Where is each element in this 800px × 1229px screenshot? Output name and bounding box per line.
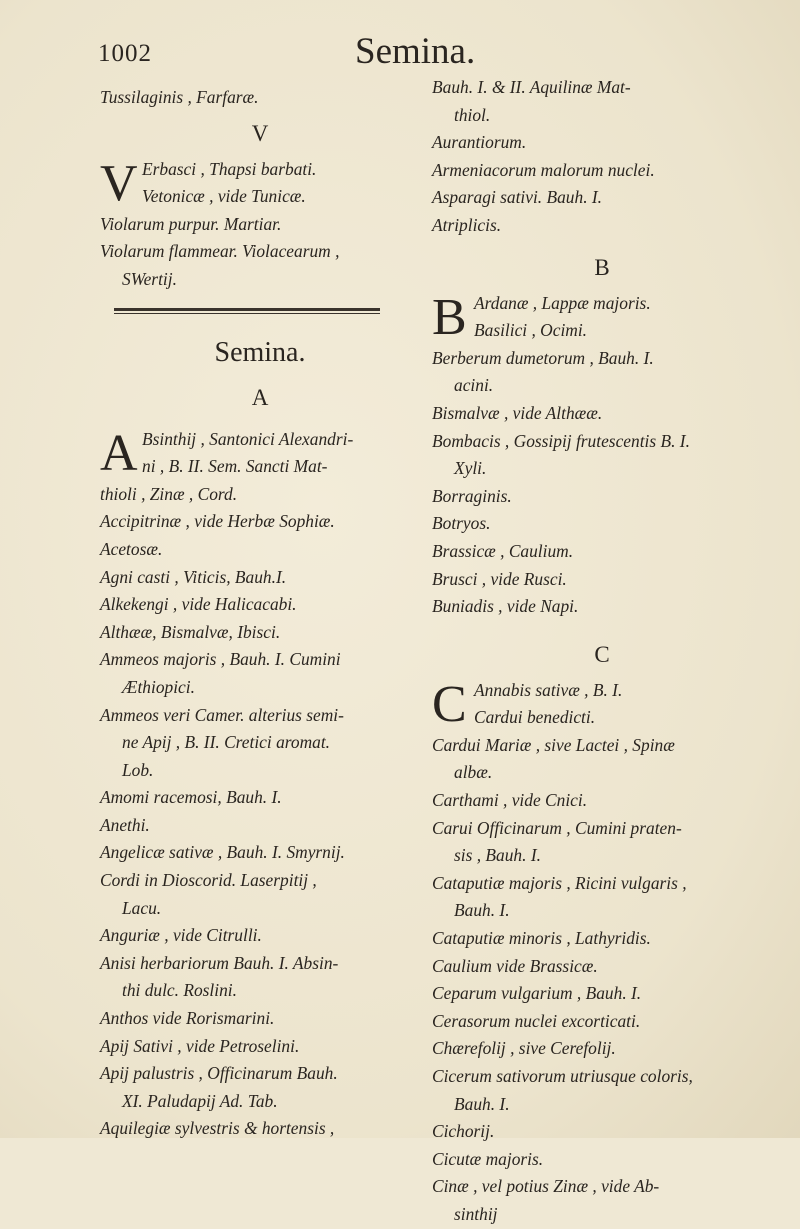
a-line-3: thioli , Zinæ , Cord. — [100, 483, 238, 504]
initial-a: A — [100, 424, 138, 482]
index-entry: Ammeos veri Camer. alterius semi- — [100, 704, 344, 725]
index-entry: Apij palustris , Officinarum Bauh. — [100, 1063, 338, 1084]
index-entry: Æthiopici. — [122, 676, 195, 697]
index-entry: Asparagi sativi. Bauh. I. — [432, 187, 603, 208]
index-entry: Carui Officinarum , Cumini praten- — [432, 817, 682, 838]
section-letter-b: B — [594, 254, 610, 280]
index-entry: Berberum dumetorum , Bauh. I. — [432, 347, 654, 368]
section-letter-v: V — [251, 120, 269, 146]
b-entries — [432, 345, 772, 621]
entry-v-1: Violarum purpur. Martiar. — [100, 213, 282, 234]
index-entry: sinthij — [454, 1203, 498, 1224]
index-entry: Anethi. — [100, 814, 150, 835]
index-entry: Apij Sativi , vide Petroselini. — [100, 1035, 300, 1056]
index-entry: Borraginis. — [432, 485, 512, 506]
index-entry: XI. Paludapij Ad. Tab. — [122, 1090, 278, 1111]
left-entries — [100, 508, 420, 1143]
index-entry: Bombacis , Gossipij frutescentis B. I. — [432, 430, 690, 451]
section-letter-c: C — [594, 641, 610, 667]
index-entry: Cinæ , vel potius Zinæ , vide Ab- — [432, 1176, 660, 1197]
index-entry: Alkekengi , vide Halicacabi. — [100, 594, 297, 615]
index-entry: Cerasorum nuclei excorticati. — [432, 1010, 641, 1031]
c-line-1: Annabis sativæ , B. I. — [474, 679, 623, 700]
section-title: Semina. — [214, 336, 306, 368]
index-entry: albæ. — [454, 762, 493, 783]
index-entry: Anthos vide Rorismarini. — [100, 1008, 275, 1029]
index-entry: thi dulc. Roslini. — [122, 980, 237, 1001]
index-entry: ne Apij , B. II. Cretici aromat. — [122, 732, 331, 753]
index-entry: Bauh. I. & II. Aquilinæ Mat- — [432, 77, 631, 97]
index-entry: Cichorij. — [432, 1121, 495, 1142]
index-entry: Cataputiæ majoris , Ricini vulgaris , — [432, 872, 687, 893]
index-entry: Ceparum vulgarium , Bauh. I. — [432, 983, 642, 1004]
entry-top: Tussilaginis , Farfaræ. — [100, 87, 259, 107]
section-letter-a: A — [251, 384, 269, 410]
index-entry: Cicutæ majoris. — [432, 1148, 544, 1169]
index-entry: Agni casti , Viticis, Bauh.I. — [100, 566, 287, 587]
v-line-2: Vetonicæ , vide Tunicæ. — [142, 186, 306, 207]
page-number: 1002 — [98, 40, 152, 67]
index-entry: Botryos. — [432, 513, 491, 534]
running-head: Semina. — [355, 31, 476, 72]
index-entry: Lacu. — [122, 897, 162, 918]
index-entry: Althææ, Bismalvæ, Ibisci. — [100, 621, 281, 642]
index-entry: Bauh. I. — [454, 900, 510, 921]
c-entries — [432, 732, 772, 1229]
right-column — [432, 74, 772, 1229]
b-line-1: Ardanæ , Lappæ majoris. — [474, 292, 651, 313]
index-entry: Brassicæ , Caulium. — [432, 540, 574, 561]
index-entry: Anisi herbariorum Bauh. I. Absin- — [100, 952, 339, 973]
index-entry: Cataputiæ minoris , Lathyridis. — [432, 928, 651, 949]
index-entry: Accipitrinæ , vide Herbæ Sophiæ. — [100, 511, 335, 532]
index-entry: Aurantiorum. — [432, 132, 527, 153]
a-line-1: Bsinthij , Santonici Alexandri- — [142, 428, 354, 449]
index-entry: Atriplicis. — [432, 214, 502, 235]
index-entry: Caulium vide Brassicæ. — [432, 955, 598, 976]
index-entry: Bauh. I. — [454, 1093, 510, 1114]
index-entry: Cardui Mariæ , sive Lactei , Spinæ — [432, 734, 675, 755]
index-entry: thiol. — [454, 104, 491, 125]
index-entry: Anguriæ , vide Citrulli. — [100, 925, 262, 946]
index-entry: Chærefolij , sive Cerefolij. — [432, 1038, 616, 1059]
index-entry: Bismalvæ , vide Althææ. — [432, 402, 603, 423]
index-entry: Aquilegiæ sylvestris & hortensis , — [100, 1118, 335, 1139]
v-line-1: Erbasci , Thapsi barbati. — [142, 158, 317, 179]
right-top-entries — [432, 74, 772, 240]
index-entry: Acetosæ. — [100, 538, 163, 559]
index-entry: Cicerum sativorum utriusque coloris, — [432, 1066, 693, 1086]
b-block — [432, 290, 772, 345]
c-line-2: Cardui benedicti. — [474, 707, 596, 728]
b-line-2: Basilici , Ocimi. — [474, 320, 588, 341]
a-block — [100, 426, 420, 481]
index-entry: Lob. — [122, 759, 154, 780]
a-line-2: ni , B. II. Sem. Sancti Mat- — [142, 456, 328, 477]
index-entry: Xyli. — [454, 458, 487, 479]
index-entry: Armeniacorum malorum nuclei. — [432, 159, 655, 180]
v-block — [100, 156, 420, 211]
index-entry: acini. — [454, 375, 494, 396]
left-column — [100, 84, 420, 1143]
index-entry: Buniadis , vide Napi. — [432, 596, 579, 617]
ornamental-rule — [100, 294, 420, 324]
initial-v: V — [100, 154, 138, 212]
initial-b: B — [432, 288, 467, 346]
initial-c: C — [432, 675, 467, 733]
index-entry: Cordi in Dioscorid. Laserpitij , — [100, 870, 317, 891]
index-entry: Brusci , vide Rusci. — [432, 568, 567, 589]
entry-v-3: SWertij. — [122, 268, 177, 289]
index-entry: Carthami , vide Cnici. — [432, 790, 588, 811]
index-entry: Ammeos majoris , Bauh. I. Cumini — [100, 649, 341, 670]
index-entry: Angelicæ sativæ , Bauh. I. Smyrnij. — [100, 842, 345, 863]
index-entry: sis , Bauh. I. — [454, 845, 541, 866]
entry-v-2: Violarum flammear. Violacearum , — [100, 241, 340, 262]
index-entry: Amomi racemosi, Bauh. I. — [100, 787, 282, 808]
c-block — [432, 677, 772, 732]
